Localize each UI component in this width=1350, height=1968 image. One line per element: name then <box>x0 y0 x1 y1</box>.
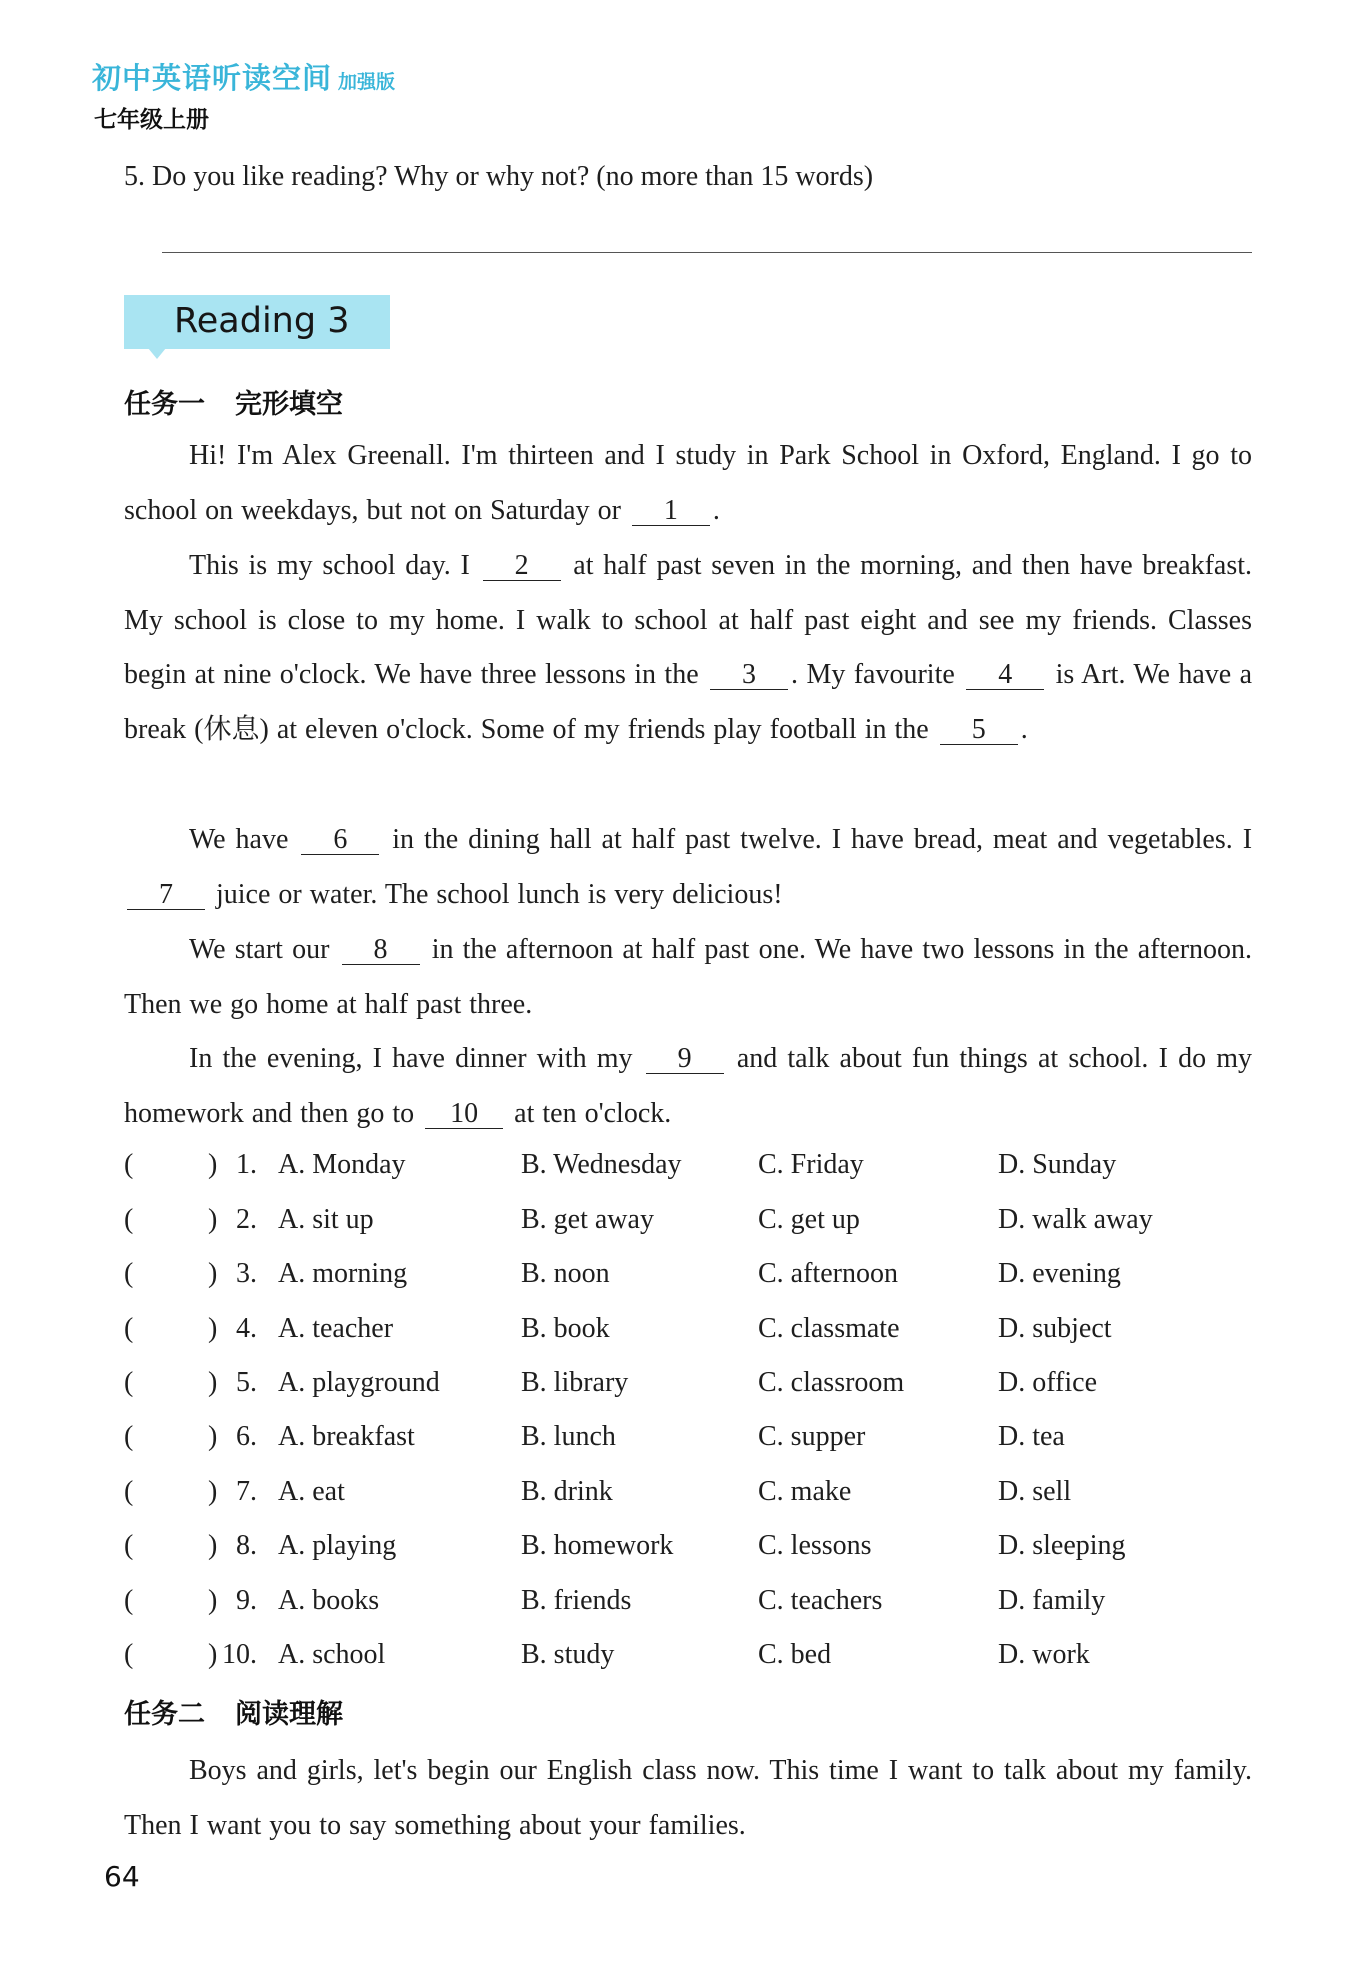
task2-name: 阅读理解 <box>235 1699 343 1730</box>
blank-10[interactable]: 10 <box>425 1100 503 1129</box>
passage-paragraph-5 <box>124 1032 1252 1141</box>
question-number: 6. <box>236 1421 257 1452</box>
option-c: C. afternoon <box>758 1258 898 1289</box>
option-c: C. supper <box>758 1421 866 1452</box>
option-d: D. sell <box>998 1476 1072 1507</box>
passage-text: . <box>712 494 720 526</box>
answer-paren-open[interactable]: ( <box>124 1639 134 1670</box>
series-title <box>92 56 395 97</box>
question-number: 9. <box>236 1585 257 1616</box>
option-a: A. Monday <box>278 1149 406 1180</box>
passage-text: We start our <box>189 934 330 965</box>
answer-paren-close: ) <box>208 1367 218 1398</box>
answer-paren-open[interactable]: ( <box>124 1476 134 1507</box>
option-row-10 <box>124 1639 1274 1693</box>
question-number: 8. <box>236 1530 257 1561</box>
option-c: C. classmate <box>758 1313 900 1344</box>
passage-text: and talk about fun things at school. I do my homework and then go to <box>124 1043 1252 1129</box>
option-d: D. tea <box>998 1421 1065 1452</box>
option-c: C. make <box>758 1476 852 1507</box>
option-row-7 <box>124 1476 1274 1530</box>
answer-paren-open[interactable]: ( <box>124 1530 134 1561</box>
option-b: B. friends <box>521 1585 632 1616</box>
option-b: B. library <box>521 1367 629 1398</box>
blank-2[interactable]: 2 <box>483 552 561 581</box>
question-number: 4. <box>236 1313 257 1344</box>
option-b: B. get away <box>521 1204 654 1235</box>
answer-paren-close: ) <box>208 1476 218 1507</box>
blank-7[interactable]: 7 <box>127 881 205 910</box>
blank-6[interactable]: 6 <box>301 826 379 855</box>
series-title-text: 初中英语听读空间 <box>92 61 333 95</box>
question-number: 7. <box>236 1476 257 1507</box>
task1-name: 完形填空 <box>235 389 343 420</box>
option-a: A. sit up <box>278 1204 374 1235</box>
option-row-4 <box>124 1313 1274 1367</box>
option-row-1 <box>124 1149 1274 1203</box>
option-row-3 <box>124 1258 1274 1312</box>
answer-paren-open[interactable]: ( <box>124 1258 134 1289</box>
option-c: C. bed <box>758 1639 832 1670</box>
option-row-8 <box>124 1530 1274 1584</box>
option-d: D. sleeping <box>998 1530 1126 1561</box>
answer-line[interactable] <box>162 252 1252 253</box>
option-a: A. teacher <box>278 1313 394 1344</box>
passage-text: at ten o'clock. <box>514 1097 672 1129</box>
answer-paren-close: ) <box>208 1639 218 1670</box>
option-row-6 <box>124 1421 1274 1475</box>
option-d: D. walk away <box>998 1204 1153 1235</box>
answer-paren-close: ) <box>208 1258 218 1289</box>
question-number: 2. <box>236 1204 257 1235</box>
answer-paren-open[interactable]: ( <box>124 1367 134 1398</box>
answer-paren-open[interactable]: ( <box>124 1149 134 1180</box>
option-b: B. homework <box>521 1530 674 1561</box>
passage-text: is Art. We have a break (休息) at eleven o'clock. Some of my friends play football in the <box>124 659 1253 746</box>
option-c: C. lessons <box>758 1530 872 1561</box>
option-d: D. work <box>998 1639 1090 1670</box>
question-number: 5. <box>236 1367 257 1398</box>
question-number: 1. <box>236 1149 257 1180</box>
passage-text: . My favourite <box>791 659 955 691</box>
blank-8[interactable]: 8 <box>342 936 420 965</box>
option-d: D. Sunday <box>998 1149 1117 1180</box>
passage-text: in the afternoon at half past one. We have two lessons in the afternoon. Then we go home at half past three. <box>124 934 1253 1020</box>
blank-5[interactable]: 5 <box>940 716 1018 745</box>
task1-heading <box>124 382 343 421</box>
task2-heading <box>124 1692 343 1731</box>
passage-paragraph-2 <box>124 539 1252 758</box>
passage-text: We have <box>189 824 289 855</box>
option-b: B. study <box>521 1639 615 1670</box>
option-b: B. book <box>521 1313 610 1344</box>
option-a: A. books <box>278 1585 380 1616</box>
task2-label: 任务二 <box>124 1699 205 1730</box>
blank-1[interactable]: 1 <box>632 497 710 526</box>
passage-text: In the evening, I have dinner with my <box>189 1043 633 1074</box>
answer-paren-open[interactable]: ( <box>124 1204 134 1235</box>
option-a: A. school <box>278 1639 386 1670</box>
option-row-9 <box>124 1585 1274 1639</box>
option-a: A. morning <box>278 1258 408 1289</box>
option-a: A. breakfast <box>278 1421 415 1452</box>
option-a: A. playing <box>278 1530 397 1561</box>
option-row-2 <box>124 1204 1274 1258</box>
task1-label: 任务一 <box>124 389 205 420</box>
option-c: C. classroom <box>758 1367 905 1398</box>
passage-text: This is my school day. I <box>189 550 470 581</box>
answer-paren-close: ) <box>208 1313 218 1344</box>
passage-paragraph-4 <box>124 923 1252 1032</box>
passage-paragraph-3 <box>124 813 1252 922</box>
answer-paren-close: ) <box>208 1421 218 1452</box>
option-row-5 <box>124 1367 1274 1421</box>
option-c: C. teachers <box>758 1585 883 1616</box>
answer-paren-open[interactable]: ( <box>124 1585 134 1616</box>
option-b: B. Wednesday <box>521 1149 682 1180</box>
edition-badge: 加强版 <box>338 71 396 93</box>
passage-text: juice or water. The school lunch is very delicious! <box>216 878 783 910</box>
option-d: D. family <box>998 1585 1106 1616</box>
blank-3[interactable]: 3 <box>710 661 788 690</box>
blank-4[interactable]: 4 <box>966 661 1044 690</box>
task2-paragraph <box>124 1744 1252 1853</box>
option-b: B. lunch <box>521 1421 616 1452</box>
question-number: 10. <box>222 1639 257 1670</box>
option-c: C. get up <box>758 1204 860 1235</box>
section-banner-tail <box>148 348 166 359</box>
passage-text: Hi! I'm Alex Greenall. I'm thirteen and I study in Park School in Oxford, England. I go to school on weekdays, but not on Saturday or <box>124 440 1252 526</box>
option-a: A. eat <box>278 1476 345 1507</box>
option-a: A. playground <box>278 1367 440 1398</box>
option-b: B. noon <box>521 1258 610 1289</box>
answer-paren-close: ) <box>208 1530 218 1561</box>
passage-text: at half past seven in the morning, and then have breakfast. My school is close to my home. I walk to school at half past eight and see my friends. Classes begin at nine o'clock. We have three lessons in the <box>124 550 1253 691</box>
passage-paragraph-1 <box>124 429 1252 538</box>
answer-paren-open[interactable]: ( <box>124 1421 134 1452</box>
answer-paren-close: ) <box>208 1585 218 1616</box>
option-b: B. drink <box>521 1476 613 1507</box>
option-d: D. subject <box>998 1313 1112 1344</box>
question-number: 3. <box>236 1258 257 1289</box>
answer-paren-close: ) <box>208 1149 218 1180</box>
option-d: D. evening <box>998 1258 1121 1289</box>
option-c: C. Friday <box>758 1149 864 1180</box>
answer-paren-open[interactable]: ( <box>124 1313 134 1344</box>
section-title: Reading 3 <box>174 301 350 341</box>
grade-label: 七年级上册 <box>94 107 209 133</box>
passage-text: . <box>1020 714 1028 746</box>
passage-text: in the dining hall at half past twelve. I have bread, meat and vegetables. I <box>392 824 1253 855</box>
page-number: 64 <box>104 1860 140 1893</box>
option-d: D. office <box>998 1367 1097 1398</box>
question-5: 5. Do you like reading? Why or why not? (no more than 15 words) <box>124 161 874 192</box>
blank-9[interactable]: 9 <box>646 1045 724 1074</box>
passage-text: Boys and girls, let's begin our English class now. This time I want to talk about my family. Then I want you to say something about your families. <box>124 1755 1252 1841</box>
answer-paren-close: ) <box>208 1204 218 1235</box>
